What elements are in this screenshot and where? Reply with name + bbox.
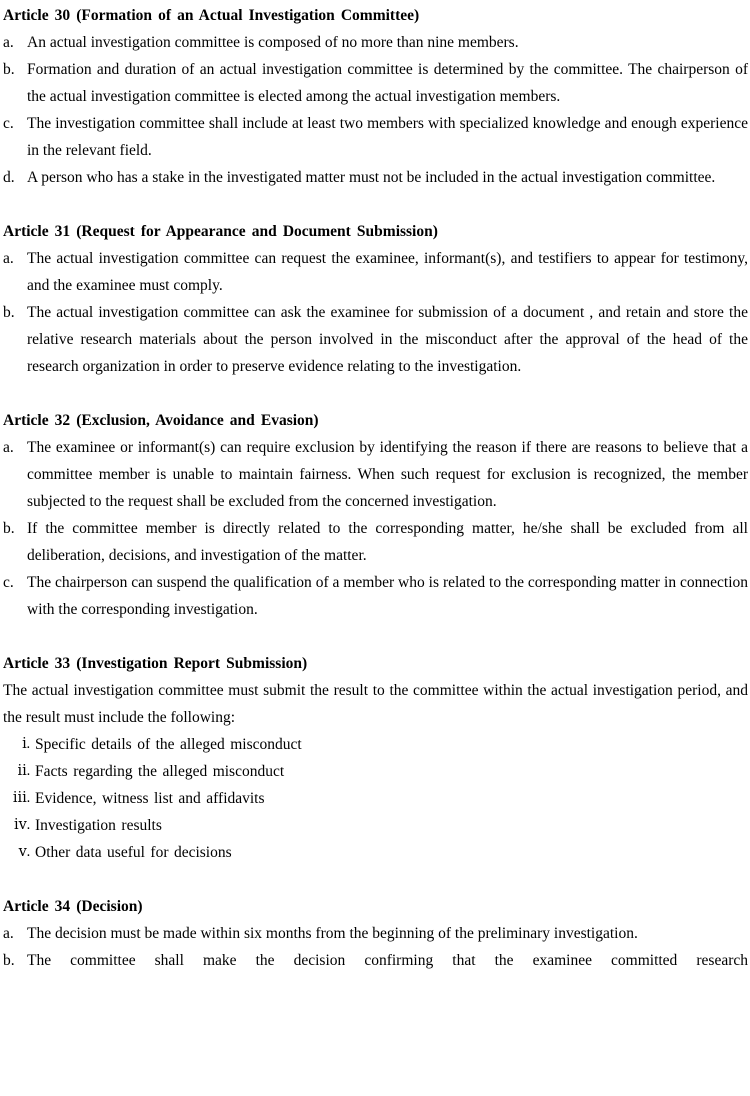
list-item-text: The committee shall make the decision confirming that the examinee committed research: [27, 952, 748, 969]
list-marker: ⅲ.: [12, 790, 30, 806]
list-marker: d.: [3, 169, 15, 186]
list-item-text: Facts regarding the alleged misconduct: [35, 763, 285, 780]
list-item: [2, 947, 748, 974]
list-marker: b.: [3, 952, 15, 969]
lettered-list: [2, 434, 748, 623]
list-marker: ⅴ.: [18, 844, 30, 860]
list-item-text: The decision must be made within six months from the beginning of the preliminary investigation.: [27, 925, 638, 942]
article-section-32: [2, 407, 748, 623]
list-marker: ⅰ.: [22, 736, 30, 752]
list-item: [2, 299, 748, 380]
list-item: [2, 245, 748, 299]
roman-list: [2, 731, 748, 866]
lettered-list: [2, 29, 748, 191]
list-item-text: The actual investigation committee can request the examinee, informant(s), and testifiers to appear for testimony, and the examinee must comply.: [27, 250, 748, 294]
list-marker: a.: [3, 925, 14, 942]
article-heading: Article 30 (Formation of an Actual Investigation Committee): [3, 7, 420, 24]
article-heading: Article 33 (Investigation Report Submission): [3, 655, 308, 672]
list-item: [2, 164, 748, 191]
list-item-text: The actual investigation committee can ask the examinee for submission of a document , and retain and store the relative research materials about the person involved in the misconduct after the approval of the head of the research organization in order to preserve evidence relating to the investigation.: [27, 304, 748, 375]
article-heading: Article 31 (Request for Appearance and Document Submission): [3, 223, 438, 240]
list-marker: ⅳ.: [13, 817, 30, 833]
list-item: [2, 110, 748, 164]
list-item-text: The chairperson can suspend the qualification of a member who is related to the corresponding matter in connection with the corresponding investigation.: [27, 574, 748, 618]
list-item: [2, 812, 748, 839]
article-preamble: The actual investigation committee must submit the result to the committee within the actual investigation period, and the result must include the following:: [3, 682, 748, 726]
list-marker: ⅱ.: [17, 763, 30, 779]
list-item: [2, 731, 748, 758]
list-item-text: An actual investigation committee is composed of no more than nine members.: [27, 34, 519, 51]
list-marker: c.: [3, 115, 14, 132]
list-item-text: The investigation committee shall include at least two members with specialized knowledge and enough experience in the relevant field.: [27, 115, 748, 159]
list-item-text: Evidence, witness list and affidavits: [35, 790, 265, 807]
list-item-text: If the committee member is directly related to the corresponding matter, he/she shall be excluded from all deliberation, decisions, and investigation of the matter.: [27, 520, 748, 564]
lettered-list: [2, 920, 748, 974]
list-item-text: Formation and duration of an actual investigation committee is determined by the committee. The chairperson of the actual investigation committee is elected among the actual investigation members.: [27, 61, 748, 105]
article-heading: Article 34 (Decision): [3, 898, 143, 915]
list-marker: b.: [3, 61, 15, 78]
list-item: [2, 785, 748, 812]
article-section-34: [2, 893, 748, 974]
list-item: [2, 515, 748, 569]
list-item: [2, 839, 748, 866]
list-item-text: Specific details of the alleged misconduct: [35, 736, 302, 753]
list-marker: b.: [3, 304, 15, 321]
list-marker: b.: [3, 520, 15, 537]
article-section-30: [2, 2, 748, 191]
list-marker: c.: [3, 574, 14, 591]
list-item: [2, 56, 748, 110]
article-heading: Article 32 (Exclusion, Avoidance and Evasion): [3, 412, 319, 429]
list-item-text: The examinee or informant(s) can require exclusion by identifying the reason if there are reasons to believe that a committee member is unable to maintain fairness. When such request for exclusion is recognized, the member subjected to the request shall be excluded from the concerned investigation.: [27, 439, 748, 510]
list-item: [2, 758, 748, 785]
article-section-33: [2, 650, 748, 866]
lettered-list: [2, 245, 748, 380]
list-marker: a.: [3, 439, 14, 456]
list-item-text: Investigation results: [35, 817, 162, 834]
list-item: [2, 569, 748, 623]
article-section-31: [2, 218, 748, 380]
list-item: [2, 920, 748, 947]
list-item: [2, 29, 748, 56]
list-item-text: Other data useful for decisions: [35, 844, 232, 861]
list-item: [2, 434, 748, 515]
list-marker: a.: [3, 250, 14, 267]
list-marker: a.: [3, 34, 14, 51]
list-item-text: A person who has a stake in the investigated matter must not be included in the actual investigation committee.: [27, 169, 716, 186]
